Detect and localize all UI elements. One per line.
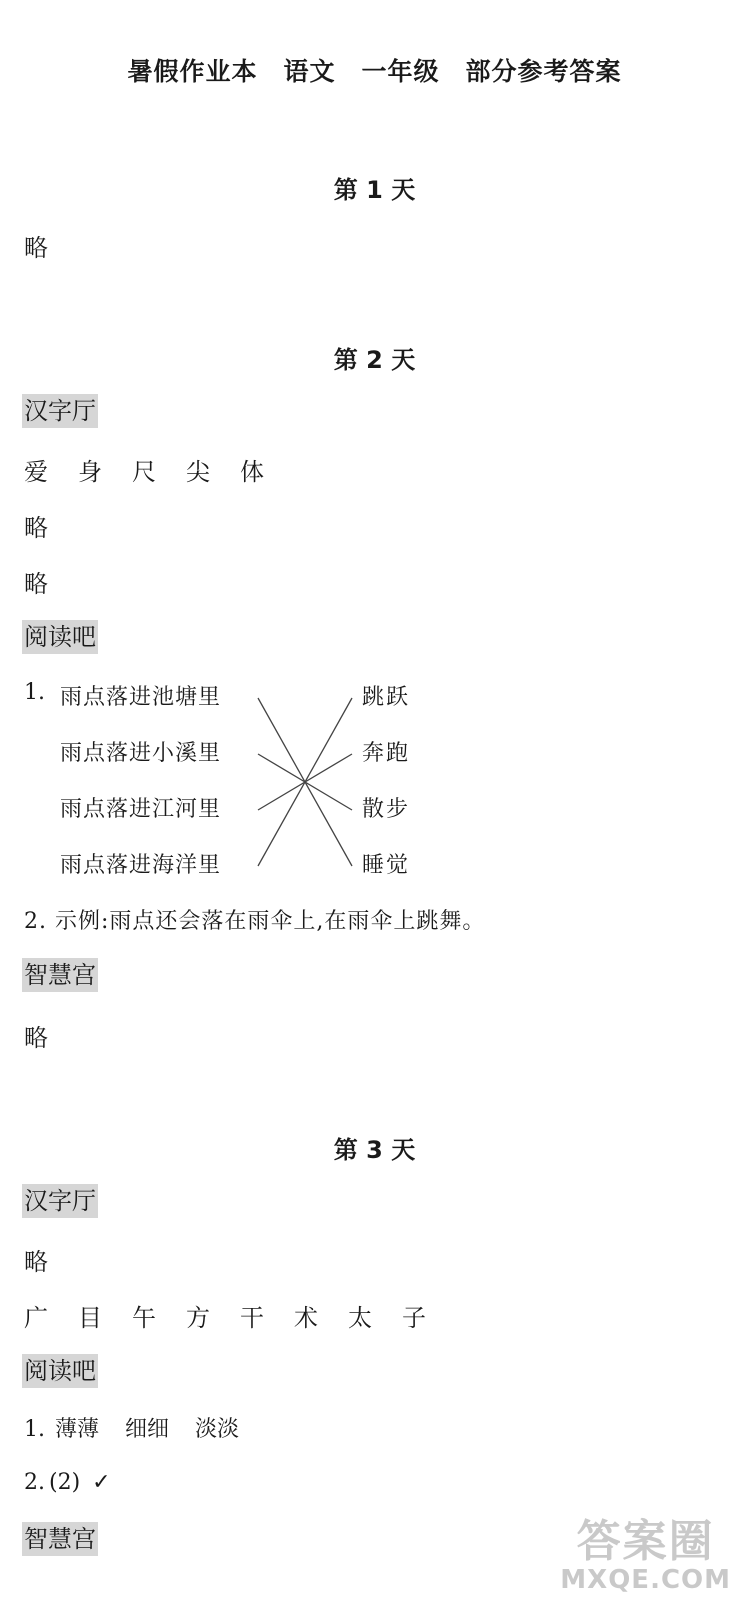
day-2-right-word-1: 跳跃 bbox=[362, 685, 411, 710]
day-2-wisdom-label: 智慧宫 bbox=[22, 958, 98, 992]
day-3-hanzi-item1: 略 bbox=[24, 1248, 48, 1276]
char: 方 bbox=[186, 1304, 240, 1332]
day-1-answer: 略 bbox=[24, 234, 48, 262]
char: 午 bbox=[132, 1304, 186, 1332]
day-2-left-phrase-1: 雨点落进池塘里 bbox=[60, 685, 222, 710]
day-2-right-word-3: 散步 bbox=[362, 797, 411, 822]
q1-word: 细细 bbox=[125, 1417, 170, 1442]
char: 干 bbox=[240, 1304, 294, 1332]
day-2-left-phrase-2: 雨点落进小溪里 bbox=[60, 741, 222, 766]
q1-word: 薄薄 bbox=[55, 1417, 100, 1442]
char: 子 bbox=[402, 1304, 456, 1332]
watermark-url: MXQE.COM bbox=[560, 1565, 731, 1595]
day-2-hanzi-item2: 略 bbox=[24, 514, 48, 542]
q1-word: 淡淡 bbox=[195, 1417, 240, 1442]
day-2-hanzi-item3: 略 bbox=[24, 570, 48, 598]
watermark-logo-text: 答案圈 bbox=[576, 1516, 715, 1567]
day-2-right-word-2: 奔跑 bbox=[362, 741, 411, 766]
day-2-right-word-4: 睡觉 bbox=[362, 853, 411, 878]
day-2-q2-answer: 2. 示例:雨点还会落在雨伞上,在雨伞上跳舞。 bbox=[24, 909, 486, 934]
char: 目 bbox=[78, 1304, 132, 1332]
day-2-hanzi-chars: 爱身尺尖体 bbox=[24, 458, 294, 486]
day-1-heading: 第 1 天 bbox=[333, 176, 416, 204]
matching-lines bbox=[250, 680, 360, 880]
char: 太 bbox=[348, 1304, 402, 1332]
q2-number: 2. bbox=[24, 1470, 45, 1495]
day-2-hanzi-label: 汉字厅 bbox=[22, 394, 98, 428]
day-2-q1-number: 1. bbox=[24, 680, 45, 705]
day-3-reading-label: 阅读吧 bbox=[22, 1354, 98, 1388]
day-3-hanzi-label: 汉字厅 bbox=[22, 1184, 98, 1218]
char: 广 bbox=[24, 1304, 78, 1332]
day-3-heading: 第 3 天 bbox=[333, 1136, 416, 1164]
day-2-left-phrase-4: 雨点落进海洋里 bbox=[60, 853, 222, 878]
char: 术 bbox=[294, 1304, 348, 1332]
q1-number: 1. bbox=[24, 1417, 45, 1442]
q2-answer: (2) bbox=[49, 1470, 81, 1495]
day-3-q2 bbox=[24, 1470, 137, 1495]
day-3-q1 bbox=[24, 1412, 265, 1443]
day-2-left-phrase-3: 雨点落进江河里 bbox=[60, 797, 222, 822]
watermark bbox=[560, 1518, 731, 1594]
page-title: 暑假作业本 语文 一年级 部分参考答案 bbox=[127, 57, 622, 86]
day-2-heading: 第 2 天 bbox=[333, 346, 416, 374]
check-mark-icon: ✓ bbox=[92, 1470, 111, 1495]
day-3-wisdom-label: 智慧宫 bbox=[22, 1522, 98, 1556]
day-3-hanzi-chars bbox=[24, 1298, 456, 1333]
day-2-reading-label: 阅读吧 bbox=[22, 620, 98, 654]
day-2-wisdom-answer: 略 bbox=[24, 1024, 48, 1052]
